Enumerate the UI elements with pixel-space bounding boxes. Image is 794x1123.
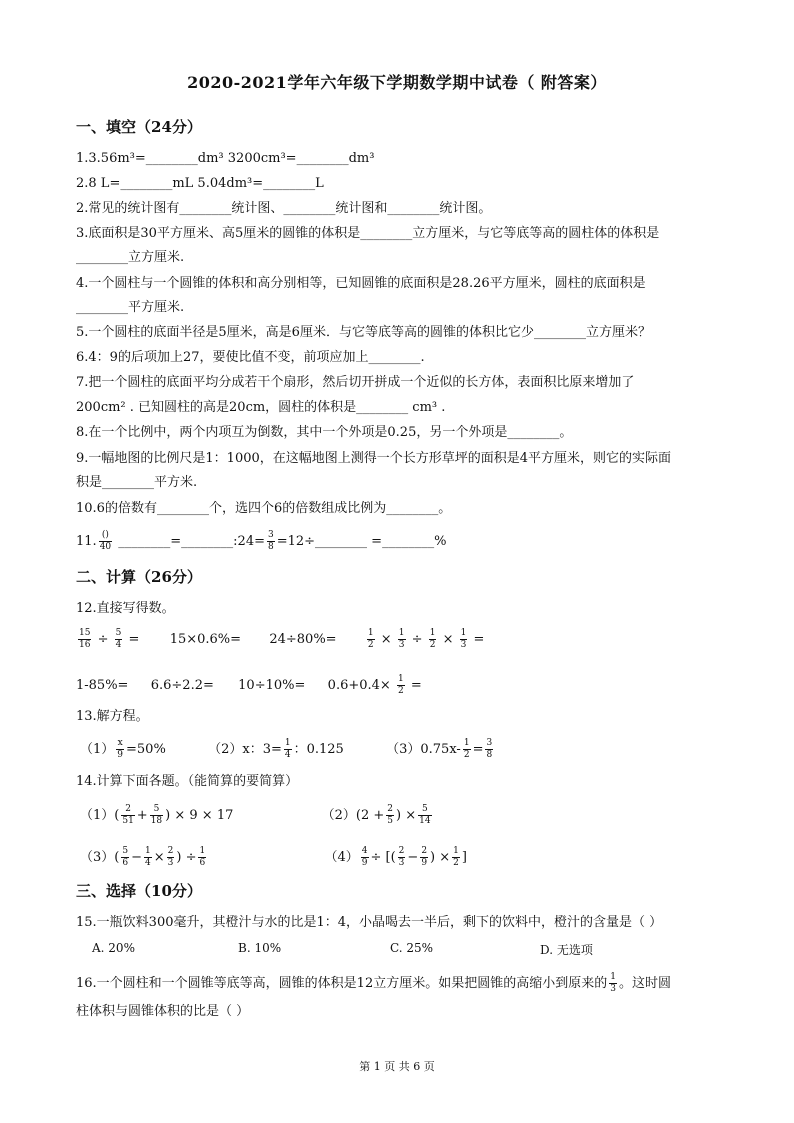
r1-d-op1: × (380, 632, 392, 647)
r2-d-eq: = (410, 678, 422, 693)
q16-text-end: 。这时圆 (618, 976, 671, 991)
q12-row-2 (76, 674, 422, 697)
q11-fraction-2: $\frac{3}{8}$ (267, 530, 274, 552)
r1-d-eq: = (473, 632, 485, 647)
c4-frac-2: $\frac{2}{3}$ (398, 846, 405, 868)
c3-minus: − (131, 850, 142, 865)
r1-frac-a: $\frac{15}{16}$ (79, 628, 91, 650)
question-1b: 2.8 L=________mL 5.04dm³=________L (76, 176, 324, 191)
q15-option-c[interactable]: C. 25% (390, 941, 434, 955)
c2-frac-2: $\frac{5}{14}$ (419, 804, 431, 826)
r1-d-frac-3: $\frac{1}{2}$ (429, 628, 436, 650)
r1-item-b: 15×0.6%= (169, 632, 242, 647)
c1-rest: ) × 9 × 17 (165, 808, 234, 823)
c2-rest: ) × (396, 808, 417, 823)
r1-frac-b: $\frac{5}{4}$ (115, 628, 122, 650)
question-16a (76, 972, 671, 995)
r1-op: ÷ (97, 632, 109, 647)
e1-frac: $\frac{x}{9}$ (117, 738, 124, 760)
q15-option-d[interactable]: D. 无选项 (540, 943, 593, 957)
c4-frac-1: $\frac{4}{9}$ (361, 846, 368, 868)
r1-d-frac-1: $\frac{1}{2}$ (367, 628, 374, 650)
e2-rest: ：0.125 (293, 742, 344, 757)
question-6: 6.4：9的后项加上27，要使比值不变，前项应加上________. (76, 350, 425, 365)
question-3a: 3.底面积是30平方厘米、高5厘米的圆锥的体积是________立方厘米，与它等底等高的圆柱体的体积是 (76, 226, 660, 241)
c4-minus: − (407, 850, 419, 865)
question-5: 5.一个圆柱的底面半径是5厘米，高是6厘米．与它等底等高的圆锥的体积比它少________立方厘米？ (76, 325, 651, 340)
question-11 (76, 530, 446, 553)
r1-eq: = (128, 632, 140, 647)
c4-frac-4: $\frac{1}{2}$ (453, 846, 459, 868)
question-8: 8.在一个比例中，两个内项互为倒数，其中一个外项是0.25，另一个外项是________。 (76, 425, 573, 440)
question-12: 12.直接写得数。 (76, 601, 175, 616)
q12-row-1 (76, 628, 484, 651)
question-7b: 200cm² . 已知圆柱的高是20cm，圆柱的体积是________ cm³ . (76, 400, 446, 415)
q13-equations (80, 738, 495, 761)
q14-row-2 (80, 846, 467, 869)
r2-item-a: 1-85%= (76, 678, 129, 693)
question-9b: 积是________平方米. (76, 475, 198, 490)
q11-fraction-1: $\frac{()}{40}$ (99, 530, 112, 552)
e3-label: （3）0.75x- (386, 742, 461, 757)
e2-label: （2）x：3= (208, 742, 282, 757)
e2-frac: $\frac{1}{4}$ (284, 738, 291, 760)
question-13: 13.解方程。 (76, 709, 149, 724)
q15-option-a[interactable]: A. 20% (92, 941, 135, 955)
e1-rest: =50% (126, 742, 166, 757)
q11-middle: ________=________:24= (114, 534, 265, 549)
q15-option-b[interactable]: B. 10% (238, 941, 282, 955)
question-3b: ________立方厘米. (76, 250, 185, 265)
question-9a: 9.一幅地图的比例尺是1：1000，在这幅地图上测得一个长方形草坪的面积是4平方厘米，则它的实际面 (76, 451, 672, 466)
c1-label: （1）( (80, 808, 120, 823)
c3-times: × (153, 850, 165, 865)
c4-end: ] (461, 850, 467, 865)
q11-suffix: =12÷________ =________% (276, 534, 447, 549)
c3-frac-3: $\frac{2}{3}$ (167, 846, 174, 868)
question-7a: 7.把一个圆柱的底面平均分成若干个扇形，然后切开拼成一个近似的长方体，表面积比原来增加了 (76, 375, 635, 390)
section-choice-heading: 三、选择（10分） (76, 882, 202, 900)
question-10: 10.6的倍数有________个，选四个6的倍数组成比例为________。 (76, 501, 452, 516)
c3-label: （3）( (80, 850, 120, 865)
q16-text: 16.一个圆柱和一个圆锥等底等高，圆锥的体积是12立方厘米。如果把圆锥的高缩小到原来的 (76, 976, 608, 991)
r2-d-frac: $\frac{1}{2}$ (397, 674, 404, 696)
c3-rest: ) ÷ (176, 850, 197, 865)
question-15: 15.一瓶饮料300毫升，其橙汁与水的比是1：4，小晶喝去一半后，剩下的饮料中，橙汁的含量是（ ） (76, 915, 663, 930)
question-14: 14.计算下面各题。（能简算的要简算） (76, 774, 299, 789)
q11-prefix: 11. (76, 534, 97, 549)
r1-d-frac-4: $\frac{1}{3}$ (460, 628, 467, 650)
c1-plus: + (136, 808, 148, 823)
r1-item-c: 24÷80%= (269, 632, 337, 647)
c4-frac-3: $\frac{2}{9}$ (421, 846, 428, 868)
section-fill-heading: 一、填空（24分） (76, 118, 202, 136)
c4-label: （4） (324, 850, 359, 865)
c4-times: ) × (430, 850, 451, 865)
section-calc-heading: 二、计算（26分） (76, 568, 202, 586)
e1-label: （1） (80, 742, 115, 757)
question-16b: 柱体积与圆锥体积的比是（ ） (76, 1004, 250, 1019)
page-footer: 第 1 页 共 6 页 (359, 1060, 435, 1073)
e3-frac-2: $\frac{3}{8}$ (486, 738, 493, 760)
q14-row-1 (80, 804, 434, 827)
c1-frac-2: $\frac{5}{18}$ (150, 804, 163, 826)
c1-frac-1: $\frac{2}{51}$ (122, 804, 134, 826)
page-title: 2020-2021学年六年级下学期数学期中试卷（ 附答案） (187, 73, 607, 92)
c3-frac-4: $\frac{1}{6}$ (199, 846, 206, 868)
r2-item-c: 10÷10%= (238, 678, 306, 693)
q16-frac: $\frac{1}{3}$ (610, 972, 616, 994)
r2-item-b: 6.6÷2.2= (150, 678, 214, 693)
question-4a: 4.一个圆柱与一个圆锥的体积和高分别相等，已知圆锥的底面积是28.26平方厘米，圆柱的底面积是 (76, 276, 646, 291)
e3-frac-1: $\frac{1}{2}$ (463, 738, 470, 760)
c4-div: ÷ [( (370, 850, 396, 865)
r2-item-d: 0.6+0.4× (327, 678, 391, 693)
c2-label: （2）(2 + (321, 808, 385, 823)
e3-eq: = (472, 742, 484, 757)
r1-d-frac-2: $\frac{1}{3}$ (398, 628, 405, 650)
c3-frac-2: $\frac{1}{4}$ (144, 846, 151, 868)
question-4b: ________平方厘米. (76, 300, 185, 315)
question-2: 2.常见的统计图有________统计图、________统计图和________统计图。 (76, 201, 492, 216)
c2-frac-1: $\frac{2}{5}$ (387, 804, 394, 826)
r1-d-op2: ÷ (411, 632, 423, 647)
question-1a: 1.3.56m³=________dm³ 3200cm³=________dm³ (76, 151, 375, 166)
r1-d-op3: × (442, 632, 454, 647)
c3-frac-1: $\frac{5}{6}$ (122, 846, 129, 868)
